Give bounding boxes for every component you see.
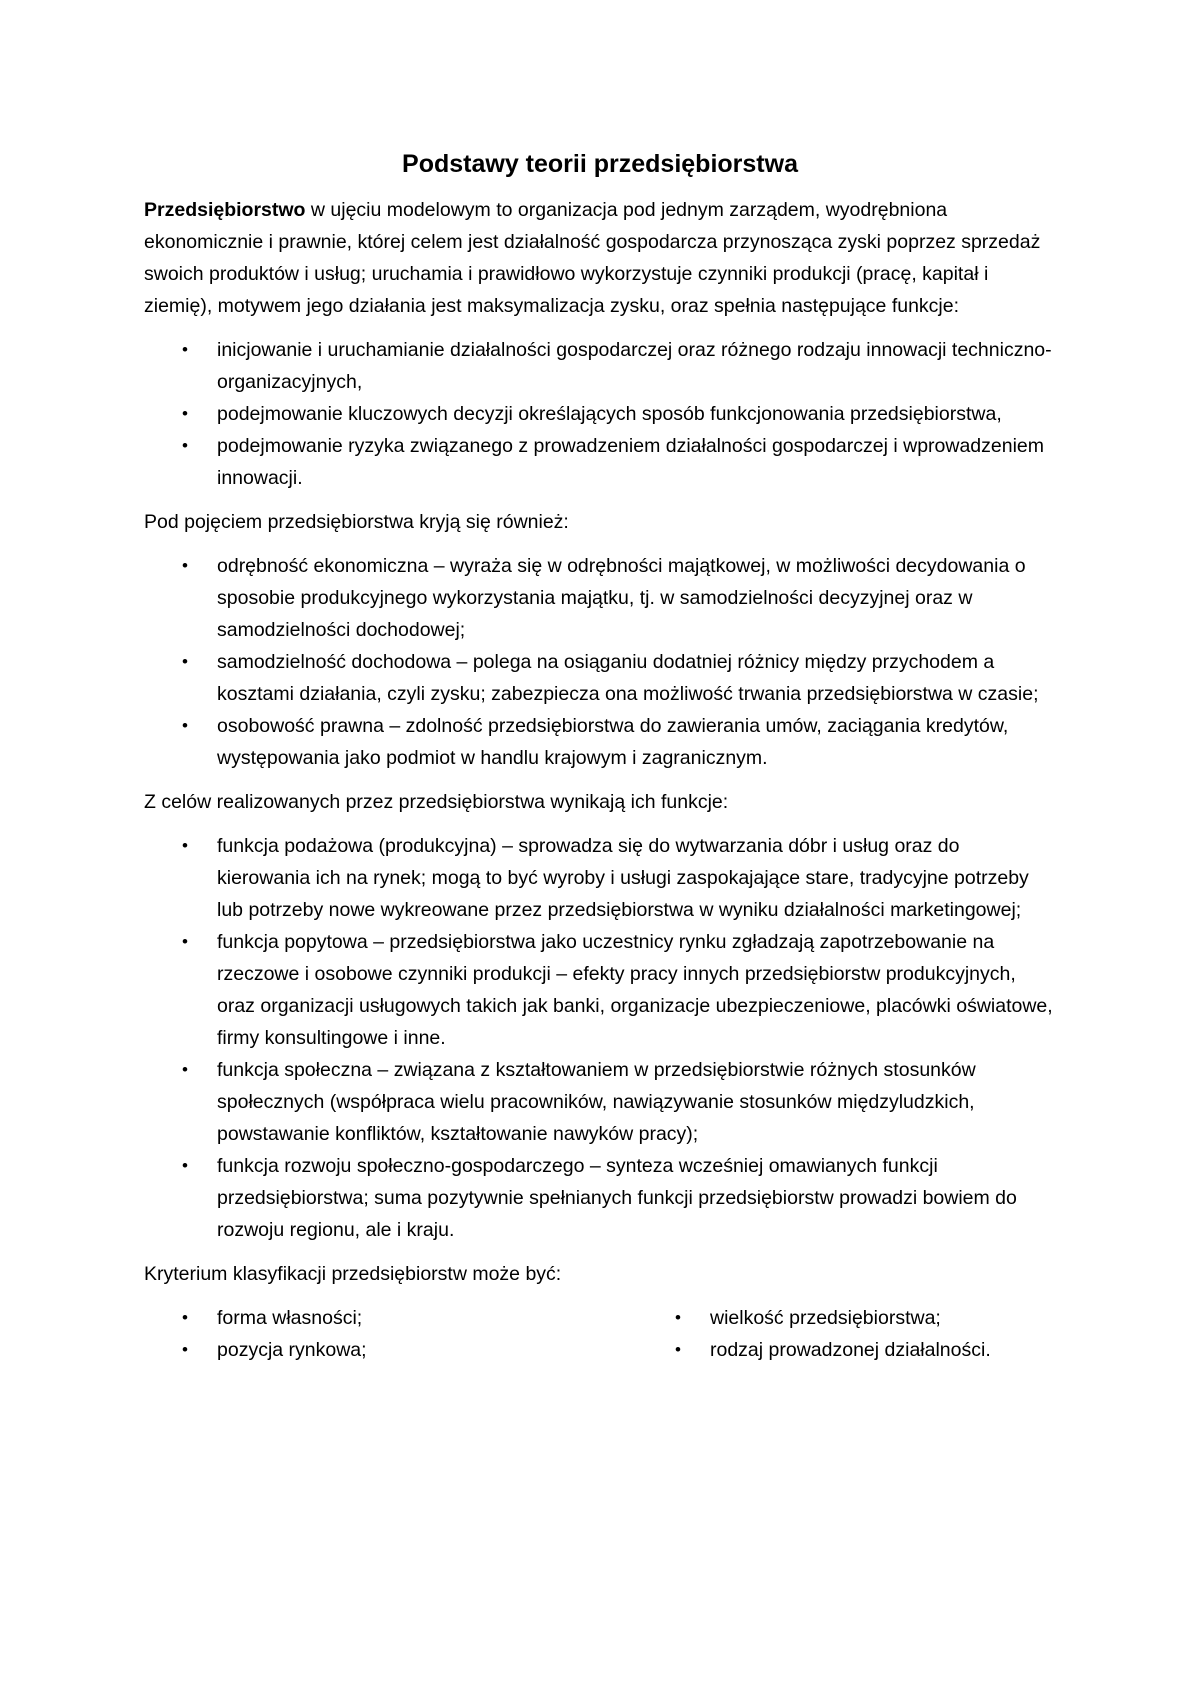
list-item — [144, 1302, 637, 1334]
bullet-icon: • — [182, 1340, 188, 1359]
list-item-text: rodzaj prowadzonej działalności. — [710, 1339, 991, 1361]
list-item-text: osobowość prawna – zdolność przedsiębiorstwa do zawierania umów, zaciągania kredytów, występowania jako podmiot w handlu krajowym i zagranicznym. — [217, 715, 1009, 769]
bullet-icon: • — [182, 1308, 188, 1327]
list-item-text: wielkość przedsiębiorstwa; — [710, 1307, 941, 1329]
paragraph-concepts: Pod pojęciem przedsiębiorstwa kryją się również: — [144, 511, 569, 533]
bullet-icon: • — [182, 1060, 188, 1079]
criteria-list-left — [144, 1302, 637, 1366]
bullet-icon: • — [182, 652, 188, 671]
paragraph-criteria: Kryterium klasyfikacji przedsiębiorstw może być: — [144, 1263, 562, 1285]
list-item-text: funkcja popytowa – przedsiębiorstwa jako uczestnicy rynku zgładzają zapotrzebowanie na rzeczowe i osobowe czynniki produkcji – efekty pracy innych przedsiębiorstw produkcyjnych, oraz organizacji usługowych takich jak banki, organizacje ubezpieczeniowe, placówki oświatowe, firmy konsultingowe i inne. — [217, 931, 1053, 1049]
bullet-icon: • — [182, 404, 188, 423]
list-item — [144, 646, 1056, 710]
list-item-text: odrębność ekonomiczna – wyraża się w odrębności majątkowej, w możliwości decydowania o sposobie produkcyjnego wykorzystania majątku, tj. w samodzielności decyzyjnej oraz w samodzielności dochodowej; — [217, 555, 1026, 641]
intro-term: Przedsiębiorstwo — [144, 199, 306, 221]
list-item — [144, 1054, 1056, 1150]
list-item-text: inicjowanie i uruchamianie działalności gospodarczej oraz różnego rodzaju innowacji techniczno-organizacyjnych, — [217, 339, 1052, 393]
list-item — [144, 926, 1056, 1054]
bullet-icon: • — [675, 1308, 681, 1327]
bullet-icon: • — [675, 1340, 681, 1359]
list-item — [637, 1302, 1056, 1334]
list-item — [144, 550, 1056, 646]
bullet-icon: • — [182, 340, 188, 359]
list-item — [144, 830, 1056, 926]
document-page — [144, 144, 1056, 1378]
intro-paragraph — [144, 194, 1056, 322]
paragraph-goals: Z celów realizowanych przez przedsiębiorstwa wynikają ich funkcje: — [144, 791, 729, 813]
goals-functions-list — [144, 830, 1056, 1246]
list-item — [144, 430, 1056, 494]
list-item — [144, 1150, 1056, 1246]
list-item — [144, 398, 1056, 430]
criteria-column-left — [144, 1302, 637, 1366]
list-item — [144, 1334, 637, 1366]
criteria-column-right — [637, 1302, 1056, 1366]
bullet-icon: • — [182, 556, 188, 575]
bullet-icon: • — [182, 932, 188, 951]
bullet-icon: • — [182, 1156, 188, 1175]
list-item-text: forma własności; — [217, 1307, 363, 1329]
intro-text: w ujęciu modelowym to organizacja pod jednym zarządem, wyodrębniona ekonomicznie i prawnie, której celem jest działalność gospodarcza przynosząca zyski poprzez sprzedaż swoich produktów i usług; uruchamia i prawidłowo wykorzystuje czynniki produkcji (pracę, kapitał i ziemię), motywem jego działania jest maksymalizacja zysku, oraz spełnia następujące funkcje: — [144, 199, 1041, 317]
list-item-text: funkcja rozwoju społeczno-gospodarczego – synteza wcześniej omawianych funkcji przedsiębiorstwa; suma pozytywnie spełnianych funkcji przedsiębiorstw prowadzi bowiem do rozwoju regionu, ale i kraju. — [217, 1155, 1017, 1241]
criteria-list-right — [637, 1302, 1056, 1366]
list-item — [637, 1334, 1056, 1366]
functions-list — [144, 334, 1056, 494]
criteria-columns — [144, 1302, 1056, 1366]
page-title: Podstawy teorii przedsiębiorstwa — [402, 150, 798, 178]
list-item — [144, 710, 1056, 774]
list-item-text: podejmowanie ryzyka związanego z prowadzeniem działalności gospodarczej i wprowadzeniem innowacji. — [217, 435, 1045, 489]
list-item-text: funkcja podażowa (produkcyjna) – sprowadza się do wytwarzania dóbr i usług oraz do kierowania ich na rynek; mogą to być wyroby i usługi zaspokajające stare, tradycyjne potrzeby lub potrzeby nowe wykreowane przez przedsiębiorstwa w wyniku działalności marketingowej; — [217, 835, 1029, 921]
list-item-text: funkcja społeczna – związana z kształtowaniem w przedsiębiorstwie różnych stosunków społecznych (współpraca wielu pracowników, nawiązywanie stosunków międzyludzkich, powstawanie konfliktów, kształtowanie nawyków pracy); — [217, 1059, 976, 1145]
list-item — [144, 334, 1056, 398]
list-item-text: pozycja rynkowa; — [217, 1339, 367, 1361]
list-item-text: podejmowanie kluczowych decyzji określających sposób funkcjonowania przedsiębiorstwa, — [217, 403, 1002, 425]
concepts-list — [144, 550, 1056, 774]
list-item-text: samodzielność dochodowa – polega na osiąganiu dodatniej różnicy między przychodem a kosztami działania, czyli zysku; zabezpiecza ona możliwość trwania przedsiębiorstwa w czasie; — [217, 651, 1039, 705]
bullet-icon: • — [182, 436, 188, 455]
bullet-icon: • — [182, 836, 188, 855]
bullet-icon: • — [182, 716, 188, 735]
